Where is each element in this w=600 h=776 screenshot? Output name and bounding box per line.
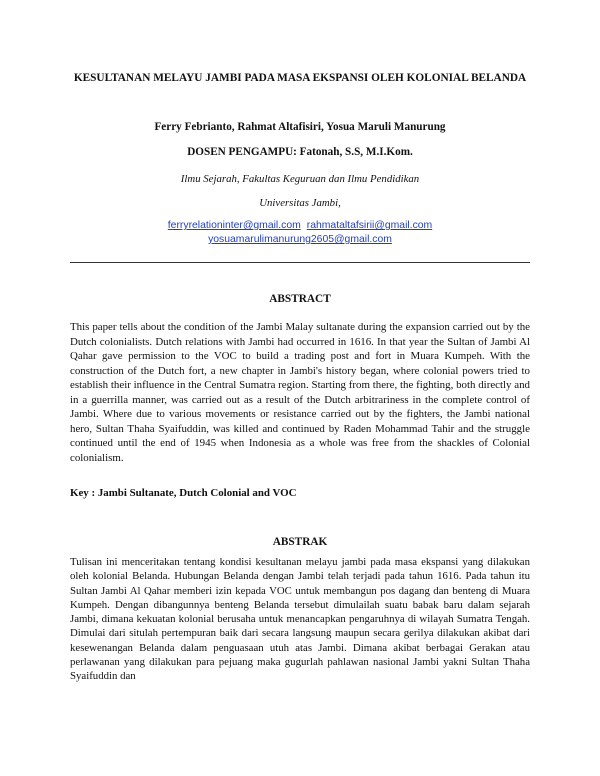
paper-title: KESULTANAN MELAYU JAMBI PADA MASA EKSPANSI OLEH KOLONIAL BELANDA (73, 72, 527, 84)
lecturer-line: DOSEN PENGAMPU: Fatonah, S.S, M.I.Kom. (187, 146, 413, 158)
header-divider (70, 262, 530, 263)
affiliation-department: Ilmu Sejarah, Fakultas Keguruan dan Ilmu Pendidikan (180, 173, 420, 185)
keywords-line: Key : Jambi Sultanate, Dutch Colonial and VOC (70, 487, 297, 499)
abstract-heading: ABSTRACT (269, 293, 331, 305)
email-link-2[interactable]: rahmataltafsirii@gmail.com (306, 220, 433, 231)
abstract-text: This paper tells about the condition of the Jambi Malay sultanate during the expansion carried out by the Dutch colonialists. Dutch relations with Jambi had occurred in 1616. In that year the Sultan of Jambi Al Qahar gave permission to the VOC to build a trading post and fort in Muara Kumpeh. With the construction of the Dutch fort, a new chapter in Jambi's history began, where colonial powers tried to establish their influence in the Central Sumatra region. Starting from there, the fighting, both directly and in a guerrilla manner, was carried out as a result of the Dutch arbitrariness in the complete control of Jambi. Where due to various movements or resistance carried out by the fighters, the Jambi national hero, Sultan Thaha Syaifuddin, was killed and continued by Raden Mohammad Tahir and the struggle continued until the end of 1945 when Indonesia as a whole was free from the shackles of Colonial colonialism. (70, 321, 530, 464)
abstrak-heading: ABSTRAK (272, 536, 328, 548)
author-list: Ferry Febrianto, Rahmat Altafisiri, Yosua Maruli Manurung (154, 121, 446, 133)
email-link-1[interactable]: ferryrelationinter@gmail.com (167, 220, 301, 231)
abstrak-text: Tulisan ini menceritakan tentang kondisi kesultanan melayu jambi pada masa ekspansi yang dilakukan oleh kolonial Belanda. Hubungan Belanda dengan Jambi telah terjadi pada tahun 1616. Pada tahun itu Sultan Jambi Al Qahar memberi izin kepada VOC untuk membangun pos dagang dan benteng di Muara Kumpeh. Dengan dibangunnya benteng Belanda tersebut dimulailah suatu babak baru dalam sejarah Jambi, dimana kekuatan kolonial berusaha untuk menancapkan pengaruhnya di wilayah Sumatra Tengah. Dimulai dari situlah pertempuran baik dari secara langsung maupun secara gerilya dilakukan akibat dari kesewenangan Belanda dalam penguasaan utuh atas Jambi. Dimana akibat berbagai Gerakan atau perlawanan yang dilakukan para pejuang maka gugurlah pahlawan nasional Jambi yakni Sultan Thaha Syaifuddin dan (70, 556, 530, 683)
email-list (60, 219, 540, 247)
email-link-3[interactable]: yosuamarulimanurung2605@gmail.com (208, 234, 392, 245)
affiliation-university: Universitas Jambi, (259, 197, 341, 209)
